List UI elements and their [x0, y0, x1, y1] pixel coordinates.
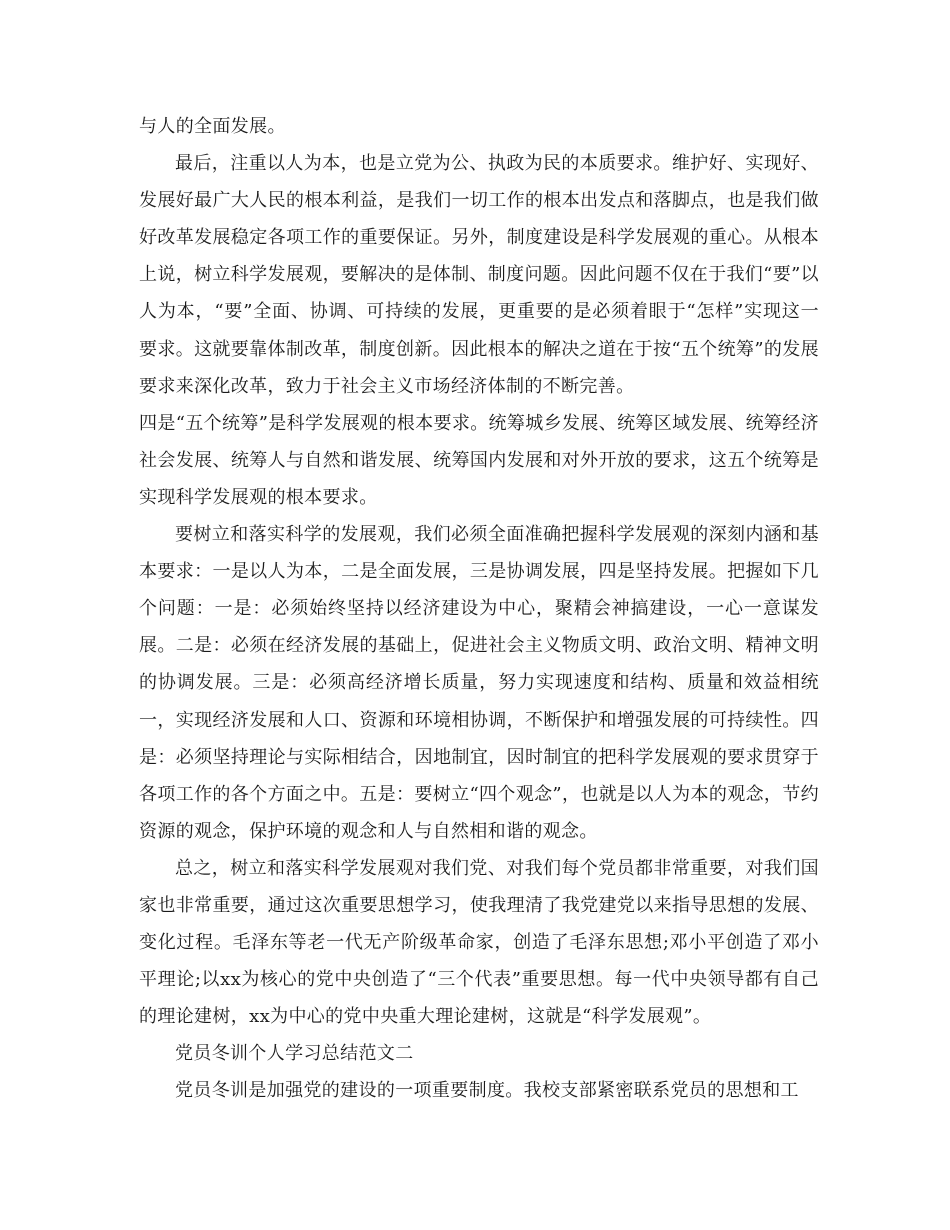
paragraph-conclusion: 总之，树立和落实科学发展观对我们党、对我们每个党员都非常重要，对我们国家也非常重要，通过这次重要思想学习，使我理清了我党建党以来指导思想的发展、变化过程。毛泽东等老一代无产阶级革命家，创造了毛泽东思想;邓小平创造了邓小平理论;以xx为核心的党中央创造了“三个代表”重要思想。每一代中央领导都有自己的理论建树，xx为中心的党中央重大理论建树，这就是“科学发展观”。	[139, 857, 819, 1028]
paragraph-winter-training: 党员冬训是加强党的建设的一项重要制度。我校支部紧密联系党员的思想和工	[175, 1080, 799, 1102]
document-body	[139, 108, 819, 1110]
paragraph-people-oriented: 最后，注重以人为本，也是立党为公、执政为民的本质要求。维护好、实现好、发展好最广大人民的根本利益，是我们一切工作的根本出发点和落脚点，也是我们做好改革发展稳定各项工作的重要保证。另外，制度建设是科学发展观的重心。从根本上说，树立科学发展观，要解决的是体制、制度问题。因此问题不仅在于我们“要”以人为本，“要”全面、协调、可持续的发展，更重要的是必须着眼于“怎样”实现这一要求。这就要靠体制改革，制度创新。因此根本的解决之道在于按“五个统筹”的发展要求来深化改革，致力于社会主义市场经济体制的不断完善。	[139, 153, 819, 397]
paragraph-requirements: 要树立和落实科学的发展观，我们必须全面准确把握科学发展观的深刻内涵和基本要求：一是以人为本，二是全面发展，三是协调发展，四是坚持发展。把握如下几个问题：一是：必须始终坚持以经济建设为中心，聚精会神搞建设，一心一意谋发展。二是：必须在经济发展的基础上，促进社会主义物质文明、政治文明、精神文明的协调发展。三是：必须高经济增长质量，努力实现速度和结构、质量和效益相统一，实现经济发展和人口、资源和环境相协调，不断保护和增强发展的可持续性。四是：必须坚持理论与实际相结合，因地制宜，因时制宜的把科学发展观的要求贯穿于各项工作的各个方面之中。五是：要树立“四个观念”，也就是以人为本的观念，节约资源的观念，保护环境的观念和人与自然相和谐的观念。	[139, 524, 819, 842]
paragraph-five-coordinations: 四是“五个统筹”是科学发展观的根本要求。统筹城乡发展、统筹区域发展、统筹经济社会发展、统筹人与自然和谐发展、统筹国内发展和对外开放的要求，这五个统筹是实现科学发展观的根本要求。	[139, 412, 819, 508]
section-heading: 党员冬训个人学习总结范文二	[175, 1043, 414, 1065]
paragraph-continuation: 与人的全面发展。	[139, 116, 286, 137]
